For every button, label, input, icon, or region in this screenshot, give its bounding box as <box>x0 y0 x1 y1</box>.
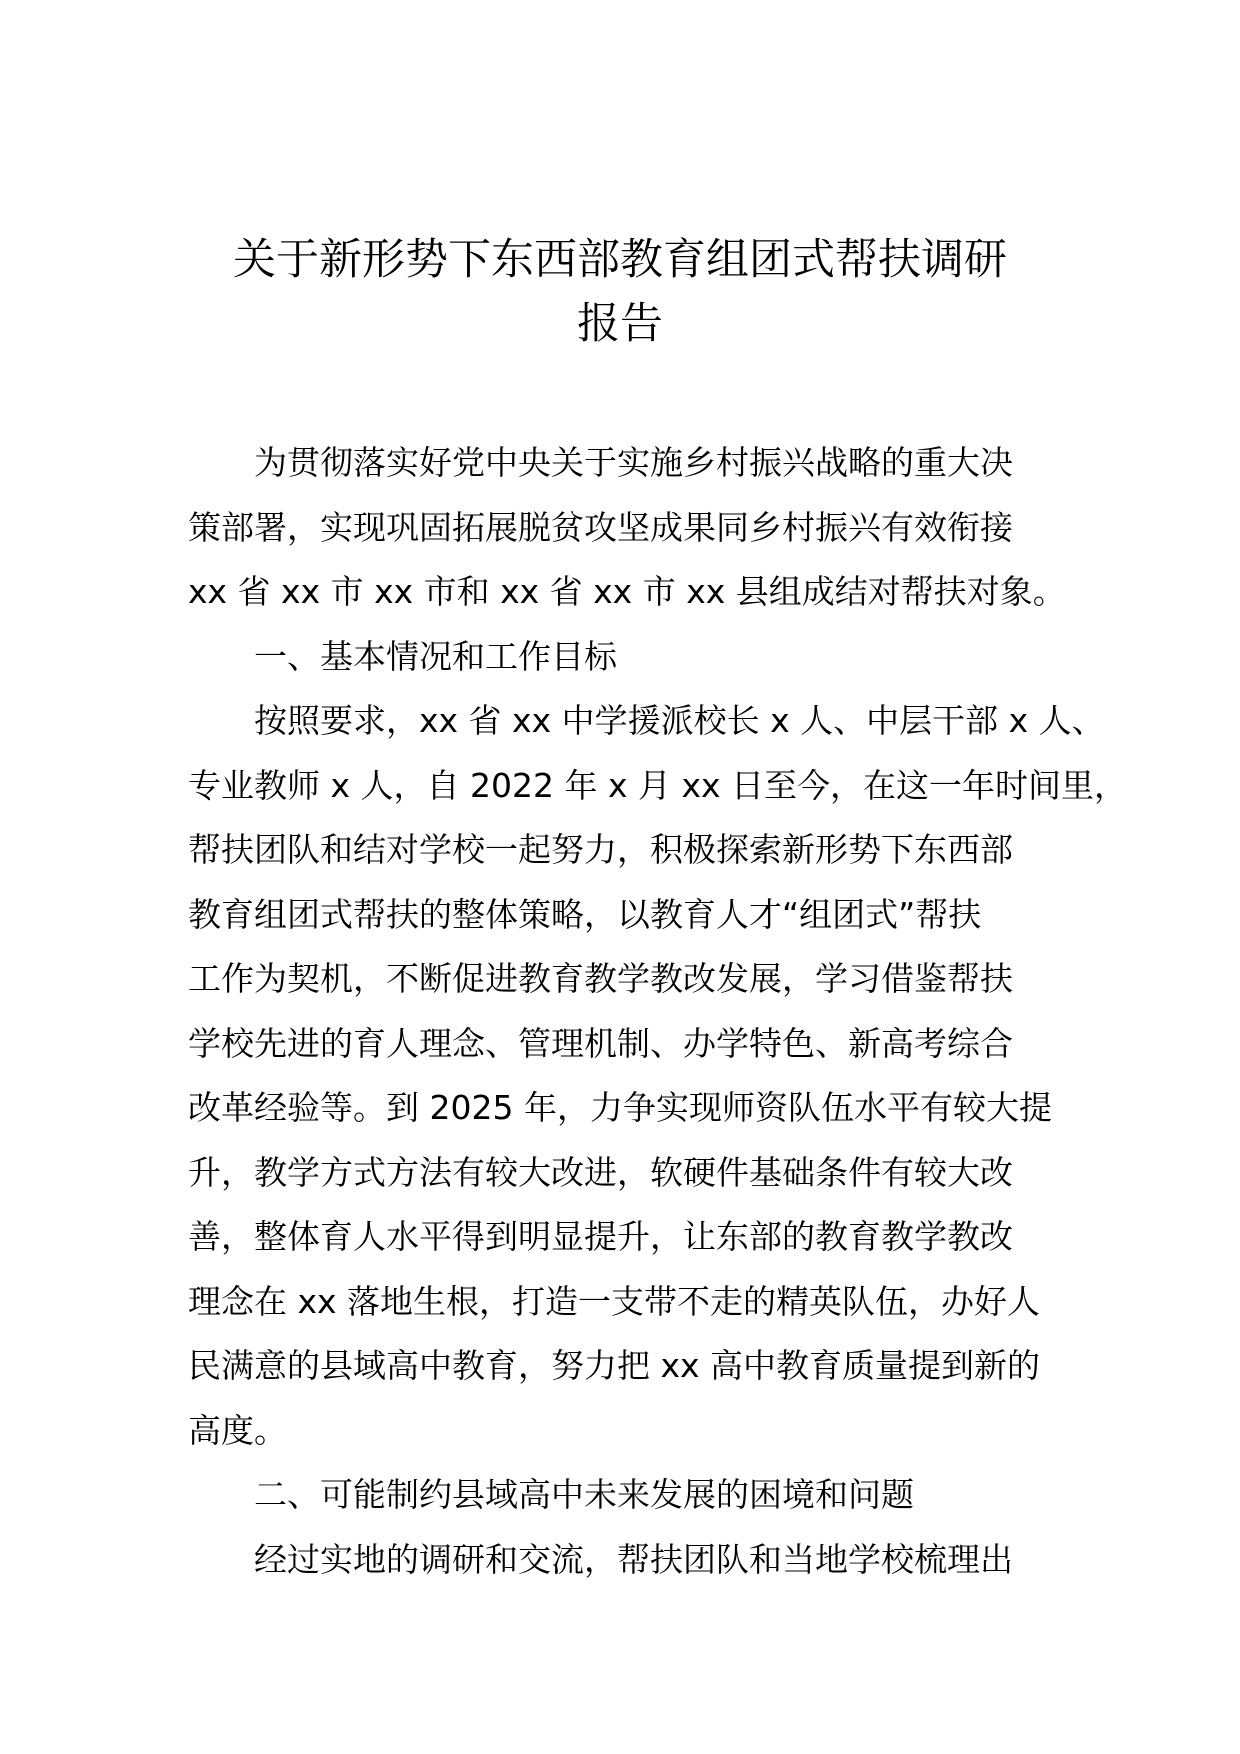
paragraph-line: 经过实地的调研和交流，帮扶团队和当地学校梳理出 <box>254 1539 1013 1579</box>
paragraph-line: 策部署，实现巩固拓展脱贫攻坚成果同乡村振兴有效衔接 <box>188 507 1013 547</box>
document-body <box>188 431 1128 1592</box>
paragraph-line: 帮扶团队和结对学校一起努力，积极探索新形势下东西部 <box>188 830 1013 869</box>
paragraph-line: 理念在 xx 落地生根，打造一支带不走的精英队伍，办好人 <box>188 1281 1041 1321</box>
paragraph-line: 升，教学方式方法有较大改进，软硬件基础条件有较大改 <box>188 1152 1013 1192</box>
paragraph-line: 民满意的县域高中教育，努力把 xx 高中教育质量提到新的 <box>188 1346 1041 1385</box>
document-title <box>150 228 1090 356</box>
paragraph-line: 学校先进的育人理念、管理机制、办学特色、新高考综合 <box>188 1023 1013 1063</box>
paragraph-line: 专业教师 x 人，自 2022 年 x 月 xx 日至今，在这一年时间里， <box>188 765 1128 805</box>
paragraph-line: 高度。 <box>188 1410 287 1450</box>
title-line-1: 关于新形势下东西部教育组团式帮扶调研 <box>233 235 1007 285</box>
section-heading: 二、可能制约县域高中未来发展的困境和问题 <box>254 1475 914 1514</box>
title-line-2: 报告 <box>577 299 663 349</box>
paragraph-line: 改革经验等。到 2025 年，力争实现师资队伍水平有较大提 <box>188 1088 1052 1127</box>
paragraph-line: 按照要求，xx 省 xx 中学援派校长 x 人、中层干部 x 人、 <box>254 701 1105 740</box>
paragraph-line: 工作为契机，不断促进教育教学教改发展，学习借鉴帮扶 <box>188 959 1013 998</box>
section-heading: 一、基本情况和工作目标 <box>254 636 617 676</box>
paragraph-line: xx 省 xx 市 xx 市和 xx 省 xx 市 xx 县组成结对帮扶对象。 <box>188 572 1066 611</box>
paragraph-line: 教育组团式帮扶的整体策略，以教育人才“组团式”帮扶 <box>188 894 982 934</box>
paragraph-line: 为贯彻落实好党中央关于实施乡村振兴战略的重大决 <box>254 443 1013 482</box>
paragraph-line: 善，整体育人水平得到明显提升，让东部的教育教学教改 <box>188 1217 1013 1256</box>
